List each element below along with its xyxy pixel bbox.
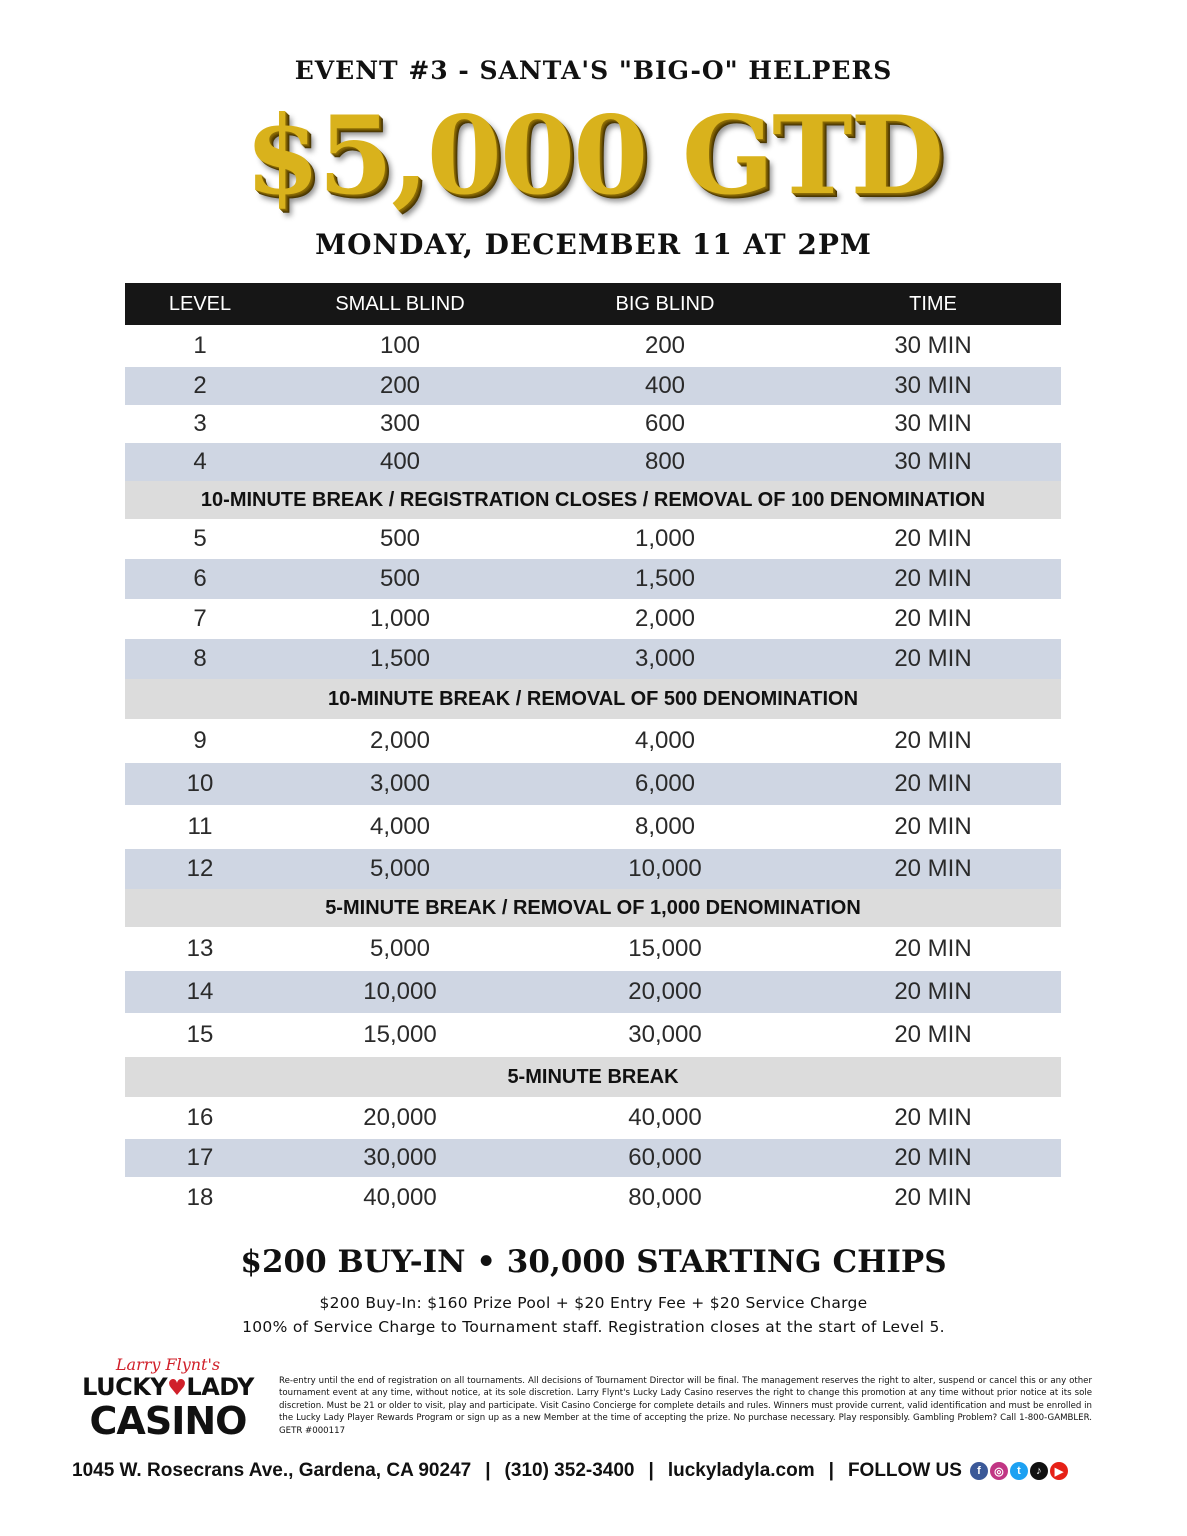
table-row: [125, 971, 1061, 1013]
cell-small-blind: 2,000: [369, 727, 431, 754]
cell-time: 20 MIN: [894, 605, 972, 632]
cell-time: 30 MIN: [894, 372, 972, 399]
cell-time: 20 MIN: [894, 645, 972, 672]
table-row: [125, 599, 1061, 639]
blind-structure-table: [125, 283, 1061, 1219]
youtube-icon[interactable]: ▶: [1050, 1462, 1068, 1480]
separator: |: [828, 1460, 834, 1481]
table-row: [125, 559, 1061, 599]
cell-small-blind: 10,000: [363, 978, 437, 1005]
cell-level: 13: [186, 935, 214, 962]
cell-time: 30 MIN: [894, 332, 972, 359]
table-row: [125, 927, 1061, 971]
table-row: [125, 405, 1061, 443]
cell-time: 20 MIN: [894, 565, 972, 592]
cell-big-blind: 20,000: [628, 978, 702, 1005]
cell-small-blind: 20,000: [363, 1104, 437, 1131]
cell-big-blind: 1,500: [634, 565, 696, 592]
cell-time: 20 MIN: [894, 770, 972, 797]
instagram-icon[interactable]: ◎: [990, 1462, 1008, 1480]
cell-small-blind: 30,000: [363, 1144, 437, 1171]
cell-time: 20 MIN: [894, 525, 972, 552]
cell-small-blind: 5,000: [369, 855, 431, 882]
cell-time: 20 MIN: [894, 1104, 972, 1131]
phone[interactable]: (310) 352-3400: [504, 1460, 635, 1481]
cell-big-blind: 60,000: [628, 1144, 702, 1171]
cell-small-blind: 200: [379, 372, 421, 399]
cell-time: 20 MIN: [894, 813, 972, 840]
cell-level: 1: [193, 332, 207, 359]
table-row: [125, 443, 1061, 481]
table-row: [125, 1097, 1061, 1139]
cell-level: 7: [193, 605, 207, 632]
cell-big-blind: 400: [644, 372, 686, 399]
column-header-level: LEVEL: [168, 292, 232, 315]
logo-lady: LADY: [186, 1373, 254, 1401]
break-row: 5-MINUTE BREAK: [125, 1057, 1061, 1097]
cell-big-blind: 1,000: [634, 525, 696, 552]
cell-big-blind: 2,000: [634, 605, 696, 632]
break-row: 10-MINUTE BREAK / REGISTRATION CLOSES / REMOVAL OF 100 DENOMINATION: [125, 481, 1061, 519]
cell-level: 18: [186, 1184, 214, 1211]
twitter-icon[interactable]: t: [1010, 1462, 1028, 1480]
cell-time: 30 MIN: [894, 410, 972, 437]
cell-small-blind: 4,000: [369, 813, 431, 840]
cell-time: 20 MIN: [894, 727, 972, 754]
table-row: [125, 849, 1061, 889]
cell-level: 6: [193, 565, 207, 592]
cell-small-blind: 1,500: [369, 645, 431, 672]
table-row: [125, 763, 1061, 805]
cell-small-blind: 15,000: [363, 1021, 437, 1048]
event-title: EVENT #3 - SANTA'S "BIG-O" HELPERS: [294, 56, 893, 85]
cell-small-blind: 500: [379, 565, 421, 592]
website-link[interactable]: luckyladyla.com: [667, 1460, 815, 1481]
footer: [72, 1460, 1132, 1482]
cell-big-blind: 15,000: [628, 935, 702, 962]
cell-time: 20 MIN: [894, 1184, 972, 1211]
cell-big-blind: 3,000: [634, 645, 696, 672]
table-row: [125, 325, 1061, 367]
logo-lucky: LUCKY: [82, 1373, 168, 1401]
cell-small-blind: 3,000: [369, 770, 431, 797]
column-header-time: TIME: [909, 292, 957, 315]
column-header-big-blind: BIG BLIND: [615, 292, 715, 315]
cell-time: 20 MIN: [894, 1021, 972, 1048]
cell-time: 30 MIN: [894, 448, 972, 475]
event-date: MONDAY, DECEMBER 11 AT 2PM: [315, 228, 872, 261]
cell-small-blind: 40,000: [363, 1184, 437, 1211]
table-row: [125, 805, 1061, 849]
cell-level: 16: [186, 1104, 214, 1131]
column-header-small-blind: SMALL BLIND: [335, 292, 465, 315]
cell-small-blind: 1,000: [369, 605, 431, 632]
follow-us-label: FOLLOW US: [847, 1460, 962, 1481]
cell-big-blind: 600: [644, 410, 686, 437]
cell-level: 4: [193, 448, 207, 475]
service-charge-note: 100% of Service Charge to Tournament staff. Registration closes at the start of Level 5.: [242, 1318, 945, 1336]
logo-lucky-lady: [78, 1374, 258, 1402]
cell-level: 12: [186, 855, 214, 882]
table-row: [125, 1177, 1061, 1219]
buyin-breakdown: $200 Buy-In: $160 Prize Pool + $20 Entry Fee + $20 Service Charge: [319, 1294, 868, 1312]
table-row: [125, 1139, 1061, 1177]
cell-big-blind: 40,000: [628, 1104, 702, 1131]
cell-level: 8: [193, 645, 207, 672]
separator: |: [648, 1460, 654, 1481]
table-row: [125, 1013, 1061, 1057]
table-row: [125, 639, 1061, 679]
cell-big-blind: 10,000: [628, 855, 702, 882]
table-header: [125, 283, 1061, 325]
cell-level: 11: [187, 813, 213, 840]
cell-level: 15: [186, 1021, 214, 1048]
cell-level: 5: [193, 525, 207, 552]
cell-level: 9: [193, 727, 207, 754]
table-body: [125, 325, 1061, 1219]
cell-time: 20 MIN: [894, 855, 972, 882]
cell-time: 20 MIN: [894, 935, 972, 962]
cell-level: 3: [193, 410, 207, 437]
disclaimer: Re-entry until the end of registration on all tournaments. All decisions of Tournament Director will be final. The management reserves the right to alter, suspend or cancel this or any other tournament event at any time, without notice, at its sole discretion. Larry Flynt's Lucky Lady Casino reserves the right to change this promotion at any time without prior notice at its sole discretion. Must be 21 or older to visit, play and participate. Visit Casino Concierge for complete details and rules. Winners must provide current, valid identification and must be enrolled in the Lucky Lady Player Rewards Program or sign up as a new Member at the time of accepting the prize. No purchase necessary. Play responsibly. Gambling Problem? Call 1-800-GAMBLER. GETR #000117: [279, 1376, 1092, 1436]
cell-level: 17: [186, 1144, 214, 1171]
cell-level: 14: [186, 978, 214, 1005]
break-row: 10-MINUTE BREAK / REMOVAL OF 500 DENOMINATION: [125, 679, 1061, 719]
cell-level: 10: [186, 770, 214, 797]
logo-script: Larry Flynt's: [115, 1355, 221, 1374]
table-row: [125, 719, 1061, 763]
table-row: [125, 519, 1061, 559]
cell-time: 20 MIN: [894, 978, 972, 1005]
cell-small-blind: 300: [379, 410, 421, 437]
cell-time: 20 MIN: [894, 1144, 972, 1171]
cell-big-blind: 80,000: [628, 1184, 702, 1211]
facebook-icon[interactable]: f: [970, 1462, 988, 1480]
cell-small-blind: 5,000: [369, 935, 431, 962]
cell-big-blind: 8,000: [634, 813, 696, 840]
cell-big-blind: 30,000: [628, 1021, 702, 1048]
cell-small-blind: 500: [379, 525, 421, 552]
cell-big-blind: 4,000: [634, 727, 696, 754]
guarantee-amount: $5,000 GTD: [244, 93, 943, 219]
logo-casino: CASINO: [89, 1399, 247, 1443]
address: 1045 W. Rosecrans Ave., Gardena, CA 90247: [72, 1460, 472, 1481]
cell-big-blind: 6,000: [634, 770, 696, 797]
buyin-headline: $200 BUY-IN • 30,000 STARTING CHIPS: [240, 1244, 947, 1280]
break-row: 5-MINUTE BREAK / REMOVAL OF 1,000 DENOMINATION: [125, 889, 1061, 927]
casino-logo: [78, 1355, 258, 1443]
cell-level: 2: [193, 372, 207, 399]
cell-big-blind: 200: [644, 332, 686, 359]
heart-icon: ♥: [167, 1376, 187, 1401]
cell-small-blind: 400: [379, 448, 421, 475]
separator: |: [485, 1460, 491, 1481]
table-row: [125, 367, 1061, 405]
tiktok-icon[interactable]: ♪: [1030, 1462, 1048, 1480]
cell-big-blind: 800: [644, 448, 686, 475]
social-icons: [970, 1462, 1070, 1480]
cell-small-blind: 100: [379, 332, 421, 359]
